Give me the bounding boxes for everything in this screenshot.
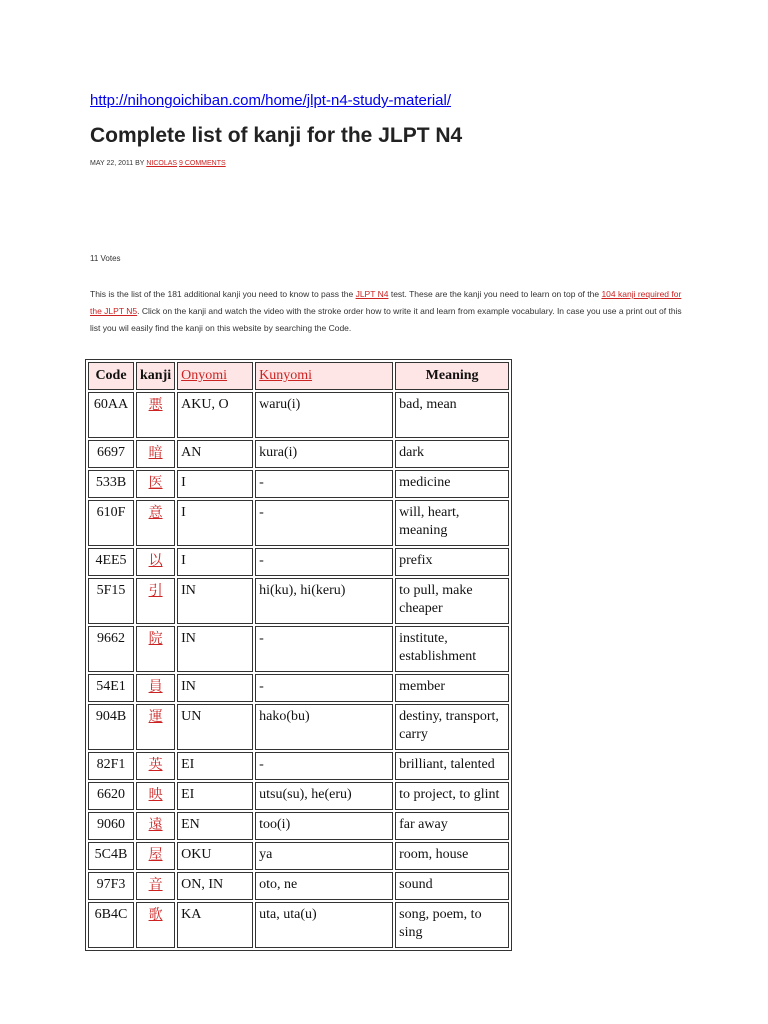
table-row <box>88 470 509 498</box>
code-cell: 533B <box>88 470 134 498</box>
code-cell: 610F <box>88 500 134 546</box>
table-row <box>88 902 509 948</box>
table-header-row <box>88 362 509 390</box>
kanji-link[interactable]: 員 <box>136 674 175 702</box>
code-cell: 4EE5 <box>88 548 134 576</box>
jlpt-n5-kanji-link[interactable]: 104 kanji required for the JLPT N5 <box>90 289 682 316</box>
kanji-link[interactable]: 悪 <box>136 392 175 438</box>
kanji-link[interactable]: 遠 <box>136 812 175 840</box>
table-row <box>88 626 509 672</box>
kunyomi-cell: - <box>255 626 393 672</box>
kunyomi-cell: - <box>255 470 393 498</box>
kanji-link[interactable]: 運 <box>136 704 175 750</box>
onyomi-cell: OKU <box>177 842 253 870</box>
table-row <box>88 842 509 870</box>
table-row <box>88 578 509 624</box>
meaning-cell: will, heart, meaning <box>395 500 509 546</box>
header-kanji: kanji <box>136 362 175 390</box>
header-meaning: Meaning <box>395 362 509 390</box>
kunyomi-link[interactable]: Kunyomi <box>259 368 313 383</box>
kanji-link[interactable]: 映 <box>136 782 175 810</box>
kanji-link[interactable]: 音 <box>136 872 175 900</box>
kunyomi-cell: ya <box>255 842 393 870</box>
meaning-cell: song, poem, to sing <box>395 902 509 948</box>
onyomi-cell: AKU, O <box>177 392 253 438</box>
author-link[interactable]: NICOLAS <box>146 160 178 167</box>
code-cell: 9662 <box>88 626 134 672</box>
table-body <box>88 392 509 948</box>
table-row <box>88 812 509 840</box>
meaning-cell: destiny, transport, carry <box>395 704 509 750</box>
onyomi-cell: EI <box>177 782 253 810</box>
table-row <box>88 548 509 576</box>
onyomi-cell: I <box>177 500 253 546</box>
meaning-cell: to pull, make cheaper <box>395 578 509 624</box>
kanji-link[interactable]: 意 <box>136 500 175 546</box>
kunyomi-cell: uta, uta(u) <box>255 902 393 948</box>
kanji-link[interactable]: 歌 <box>136 902 175 948</box>
meaning-cell: bad, mean <box>395 392 509 438</box>
kanji-link[interactable]: 引 <box>136 578 175 624</box>
onyomi-cell: IN <box>177 674 253 702</box>
code-cell: 82F1 <box>88 752 134 780</box>
table-row <box>88 674 509 702</box>
kunyomi-cell: - <box>255 500 393 546</box>
kunyomi-cell: oto, ne <box>255 872 393 900</box>
code-cell: 5C4B <box>88 842 134 870</box>
kunyomi-cell: waru(i) <box>255 392 393 438</box>
page-title: Complete list of kanji for the JLPT N4 <box>90 124 463 147</box>
kanji-table <box>85 359 512 951</box>
jlpt-n4-link[interactable]: JLPT N4 <box>355 289 389 299</box>
onyomi-cell: ON, IN <box>177 872 253 900</box>
meaning-cell: dark <box>395 440 509 468</box>
kanji-link[interactable]: 英 <box>136 752 175 780</box>
meaning-cell: member <box>395 674 509 702</box>
kanji-link[interactable]: 以 <box>136 548 175 576</box>
table-row <box>88 704 509 750</box>
kanji-link[interactable]: 医 <box>136 470 175 498</box>
code-cell: 97F3 <box>88 872 134 900</box>
meaning-cell: brilliant, talented <box>395 752 509 780</box>
byline-date: MAY 22, 2011 BY <box>90 160 147 167</box>
kanji-link[interactable]: 院 <box>136 626 175 672</box>
table-row <box>88 782 509 810</box>
meaning-cell: medicine <box>395 470 509 498</box>
meaning-cell: to project, to glint <box>395 782 509 810</box>
intro-paragraph <box>90 286 690 337</box>
kunyomi-cell: hako(bu) <box>255 704 393 750</box>
table-row <box>88 440 509 468</box>
onyomi-cell: AN <box>177 440 253 468</box>
source-url-link[interactable]: http://nihongoichiban.com/home/jlpt-n4-study-material/ <box>90 92 452 109</box>
meaning-cell: far away <box>395 812 509 840</box>
code-cell: 6620 <box>88 782 134 810</box>
onyomi-link[interactable]: Onyomi <box>181 368 228 383</box>
onyomi-cell: EN <box>177 812 253 840</box>
code-cell: 904B <box>88 704 134 750</box>
intro-text-1: This is the list of the 181 additional kanji you need to know to pass the <box>90 289 356 299</box>
kanji-link[interactable]: 屋 <box>136 842 175 870</box>
header-onyomi[interactable] <box>177 362 253 390</box>
header-kunyomi[interactable] <box>255 362 393 390</box>
kunyomi-cell: - <box>255 548 393 576</box>
meaning-cell: sound <box>395 872 509 900</box>
intro-text-3: . Click on the kanji and watch the video with the stroke order how to write it and learn from example vocabulary. In case you use a print out of this list you wil easily find the kanji on this website by searching the Code. <box>90 306 682 333</box>
kanji-link[interactable]: 暗 <box>136 440 175 468</box>
kunyomi-cell: too(i) <box>255 812 393 840</box>
code-cell: 5F15 <box>88 578 134 624</box>
meaning-cell: institute, establishment <box>395 626 509 672</box>
code-cell: 54E1 <box>88 674 134 702</box>
table-row <box>88 752 509 780</box>
code-cell: 6697 <box>88 440 134 468</box>
kunyomi-cell: hi(ku), hi(keru) <box>255 578 393 624</box>
kunyomi-cell: utsu(su), he(eru) <box>255 782 393 810</box>
kunyomi-cell: - <box>255 674 393 702</box>
vote-count: 11 Votes <box>90 254 121 263</box>
onyomi-cell: IN <box>177 626 253 672</box>
header-code: Code <box>88 362 134 390</box>
meaning-cell: prefix <box>395 548 509 576</box>
code-cell: 60AA <box>88 392 134 438</box>
onyomi-cell: EI <box>177 752 253 780</box>
table-row <box>88 392 509 438</box>
meaning-cell: room, house <box>395 842 509 870</box>
byline <box>90 160 226 167</box>
table-row <box>88 500 509 546</box>
onyomi-cell: KA <box>177 902 253 948</box>
code-cell: 9060 <box>88 812 134 840</box>
onyomi-cell: IN <box>177 578 253 624</box>
kunyomi-cell: kura(i) <box>255 440 393 468</box>
comments-link[interactable]: 9 COMMENTS <box>179 160 226 167</box>
code-cell: 6B4C <box>88 902 134 948</box>
onyomi-cell: I <box>177 470 253 498</box>
kunyomi-cell: - <box>255 752 393 780</box>
table-row <box>88 872 509 900</box>
onyomi-cell: UN <box>177 704 253 750</box>
onyomi-cell: I <box>177 548 253 576</box>
intro-text-2: test. These are the kanji you need to learn on top of the <box>388 289 602 299</box>
